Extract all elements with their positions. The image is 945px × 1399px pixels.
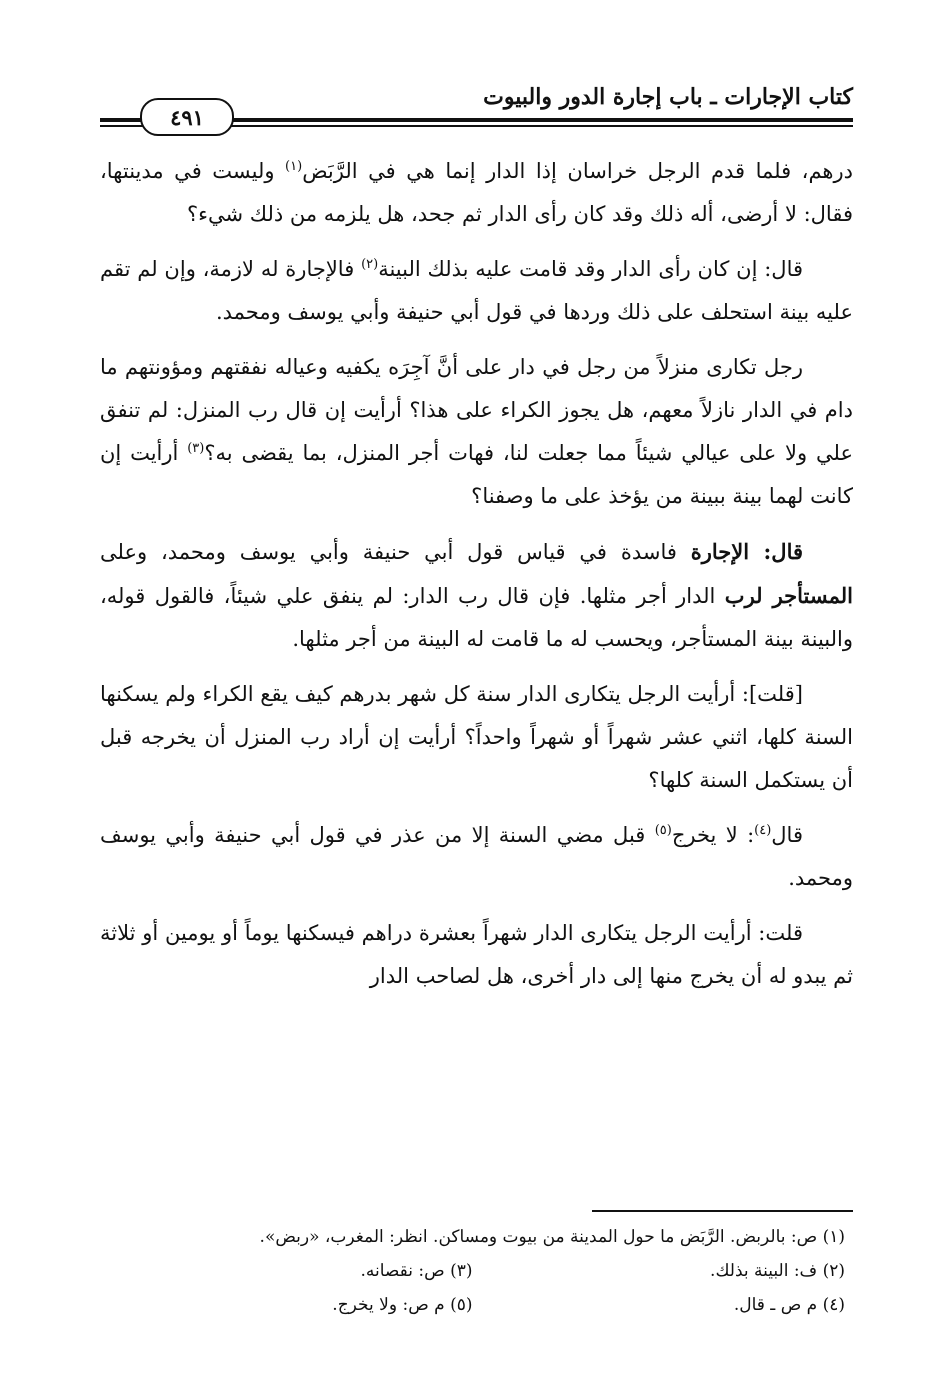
p1-text-b: وليست في مدينتها، فقال: لا أرضى، أله ذلك وقد كان رأى الدار ثم جحد، هل يلزمه من ذلك شيء؟ [100, 159, 853, 226]
p4-text-a: فاسدة في قياس قول أبي حنيفة وأبي يوسف ومحمد، وعلى [100, 540, 691, 564]
footnote-row-4-5 [100, 1288, 845, 1322]
p1-text-a: درهم، فلما قدم الرجل خراسان إذا الدار إنما هي في الرَّبَض [302, 159, 853, 183]
paragraph-5 [100, 673, 853, 802]
footnote-1: (١) ص: بالربض. الرَّبَض ما حول المدينة من بيوت ومساكن. انظر: المغرب، «ربض». [259, 1227, 845, 1247]
paragraph-6 [100, 814, 853, 900]
p5-text: [قلت]: أرأيت الرجل يتكارى الدار سنة كل شهر بدرهم كيف يقع الكراء ولم يسكنها السنة كلها، اثني عشر شهراً أو شهراً واحداً؟ أرأيت إن أراد رب المنزل أن يخرجه قبل أن يستكمل السنة كلها؟ [100, 682, 853, 792]
p6-text-a: قال [771, 823, 803, 847]
paragraph-3 [100, 346, 853, 518]
footnote-row-2-3 [100, 1254, 845, 1288]
footnote-2: (٢) ف: البينة بذلك. [710, 1261, 845, 1281]
page-number: ٤٩١ [140, 98, 234, 136]
paragraph-2 [100, 248, 853, 334]
paragraph-4 [100, 530, 853, 661]
p2-text-a: قال: إن كان رأى الدار وقد قامت عليه بذلك البينة [378, 257, 804, 281]
paragraph-1 [100, 150, 853, 236]
paragraph-7 [100, 912, 853, 998]
page-header [100, 80, 853, 132]
p6-text-c: قبل مضي السنة إلا من عذر في قول أبي حنيفة وأبي يوسف ومحمد. [100, 823, 853, 890]
footnote-3: (٣) ص: نقصانه. [360, 1261, 473, 1281]
footnote-ref-1: (١) [285, 159, 303, 174]
footnote-ref-3: (٣) [187, 441, 205, 456]
footnotes [100, 1220, 845, 1322]
main-text [100, 150, 853, 1010]
p7-text: قلت: أرأيت الرجل يتكارى الدار شهراً بعشرة دراهم فيسكنها يوماً أو يومين أو ثلاثة ثم يبدو له أن يخرج منها إلى دار أخرى، هل لصاحب الدار [100, 921, 853, 988]
p4-text-b: الدار أجر مثلها. فإن قال رب الدار: لم ينفق علي شيئاً، فالقول قوله، والبينة بينة المستأجر، ويحسب له ما قامت له البينة من أجر مثلها. [100, 584, 853, 651]
footnote-divider [592, 1210, 853, 1212]
footnote-ref-4: (٤) [754, 823, 772, 838]
running-title: كتاب الإجارات ـ باب إجارة الدور والبيوت [483, 84, 853, 110]
p3-text-b: أرأيت إن كانت لهما بينة ببينة من يؤخذ على ما وصفنا؟ [100, 441, 853, 508]
footnote-ref-2: (٢) [361, 257, 379, 272]
footnote-4: (٤) م ص ـ قال. [733, 1295, 845, 1315]
p4-bold-1: قال: الإجارة [690, 539, 803, 564]
p3-text-a: رجل تكارى منزلاً من رجل في دار على أنَّ آجِرَه يكفيه وعياله نفقتهم ومؤونتهم ما دام في الدار نازلاً معهم، هل يجوز الكراء على هذا؟ أرأيت إن قال رب المنزل: لم تنفق علي ولا على عيالي شيئاً مما جعلت لنا، فهات أجر المنزل، بما يقضى به؟ [100, 355, 853, 465]
p6-text-b: : لا يخرج [671, 823, 755, 847]
p2-text-b: فالإجارة له لازمة، وإن لم تقم عليه بينة استحلف على ذلك وردها في قول أبي حنيفة وأبي يوسف ومحمد. [100, 257, 853, 324]
p4-bold-2: المستأجر لرب [724, 583, 853, 608]
footnote-5: (٥) م ص: ولا يخرج. [332, 1295, 473, 1315]
footnote-ref-5: (٥) [654, 823, 672, 838]
